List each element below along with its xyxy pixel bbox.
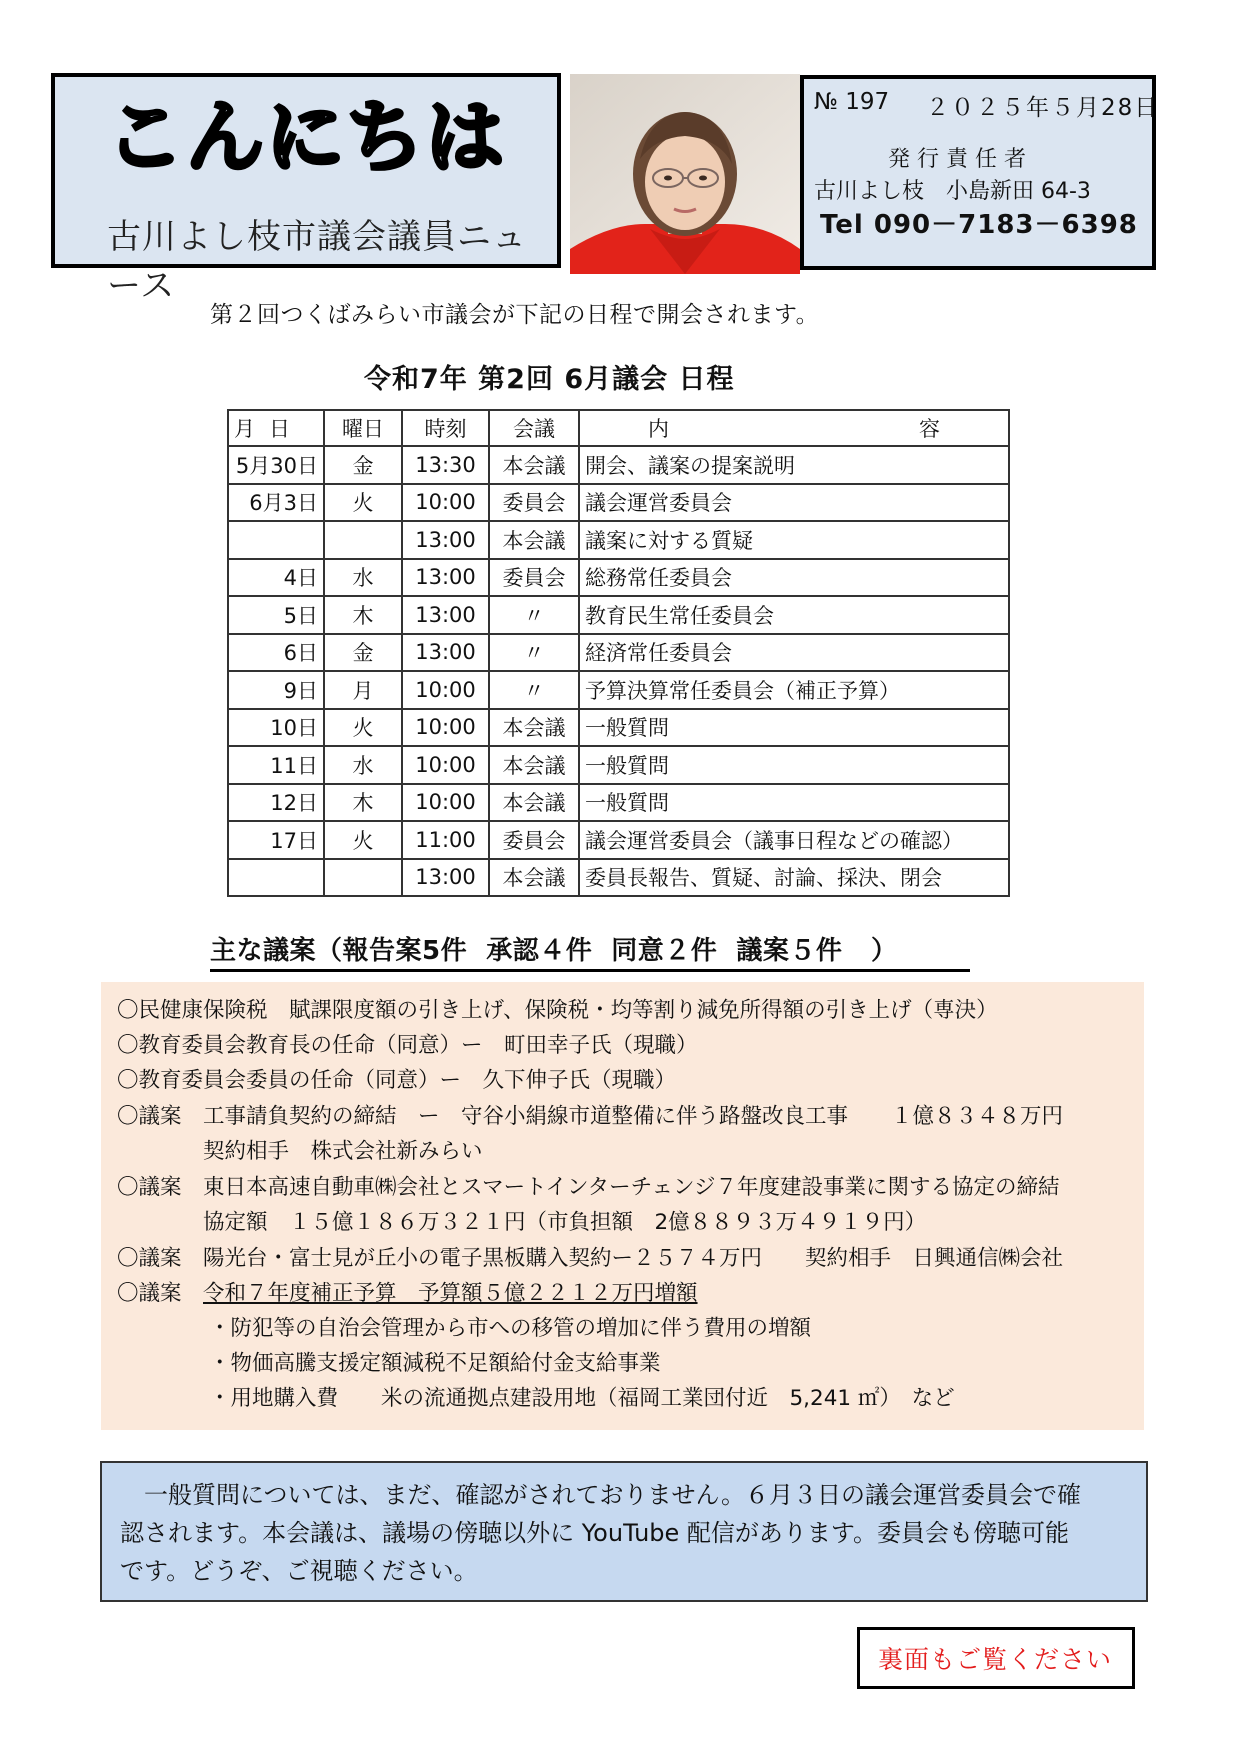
cell-time: 10:00 — [402, 484, 489, 522]
cell-date — [228, 859, 324, 897]
cell-meeting: 〃 — [489, 596, 579, 634]
bill-item: 〇議案 陽光台・富士見が丘小の電子黒板購入契約ー２５７４万円 契約相手 日興通信㈱会社 — [117, 1246, 1064, 1271]
cell-meeting: 本会議 — [489, 521, 579, 559]
cell-date: 6日 — [228, 634, 324, 672]
bill-budget-title: 令和７年度補正予算 予算額５億２２１２万円増額 — [203, 1281, 698, 1306]
cell-date: 5月30日 — [228, 446, 324, 484]
cell-time: 13:00 — [402, 859, 489, 897]
budget-subitem: ・物価高騰支援定額減税不足額給付金支給事業 — [209, 1351, 661, 1376]
table-row — [228, 484, 1009, 522]
cell-meeting: 〃 — [489, 634, 579, 672]
table-row — [228, 559, 1009, 597]
table-row — [228, 859, 1009, 897]
table-row — [228, 821, 1009, 859]
bill-item: 〇議案 工事請負契約の締結 ー 守谷小絹線市道整備に伴う路盤改良工事 １億８３４８万円 — [117, 1104, 1064, 1129]
cell-time: 10:00 — [402, 671, 489, 709]
cell-meeting: 本会議 — [489, 746, 579, 784]
cell-date: 12日 — [228, 784, 324, 822]
cell-content: 議会運営委員会 — [579, 484, 1009, 522]
publisher-label: 発 行 責 任 者 — [888, 147, 1026, 172]
schedule-header-row — [228, 410, 1009, 446]
cell-time: 11:00 — [402, 821, 489, 859]
cell-dow: 火 — [324, 709, 402, 747]
cell-time: 10:00 — [402, 709, 489, 747]
notice-box — [100, 1461, 1148, 1602]
cell-content: 議案に対する質疑 — [579, 521, 1009, 559]
cell-time: 10:00 — [402, 784, 489, 822]
cell-time: 13:00 — [402, 559, 489, 597]
cell-time: 10:00 — [402, 746, 489, 784]
cell-dow: 木 — [324, 784, 402, 822]
col-header-dow: 曜日 — [324, 410, 402, 446]
col-header-time: 時刻 — [402, 410, 489, 446]
cell-content: 議会運営委員会（議事日程などの確認） — [579, 821, 1009, 859]
bill-item: 〇議案 東日本高速自動車㈱会社とスマートインターチェンジ７年度建設事業に関する協定の締結 — [117, 1175, 1060, 1200]
table-row — [228, 709, 1009, 747]
cell-date: 4日 — [228, 559, 324, 597]
cell-meeting: 本会議 — [489, 446, 579, 484]
publisher-phone: Tel 090－7183－6398 — [820, 210, 1138, 240]
cell-meeting: 委員会 — [489, 484, 579, 522]
cell-date: 9日 — [228, 671, 324, 709]
cell-meeting: 本会議 — [489, 784, 579, 822]
budget-subitem: ・防犯等の自治会管理から市への移管の増加に伴う費用の増額 — [209, 1316, 812, 1341]
table-row — [228, 746, 1009, 784]
cell-dow: 火 — [324, 484, 402, 522]
cell-meeting: 本会議 — [489, 859, 579, 897]
notice-line: です。どうぞ、ご視聴ください。 — [120, 1557, 478, 1585]
cell-dow: 金 — [324, 446, 402, 484]
cell-content: 総務常任委員会 — [579, 559, 1009, 597]
cell-time: 13:30 — [402, 446, 489, 484]
table-row — [228, 671, 1009, 709]
publisher-name-address: 古川よし枝 小島新田 64-3 — [814, 179, 1091, 204]
issue-info-box — [800, 75, 1160, 270]
cell-meeting: 委員会 — [489, 559, 579, 597]
cell-time: 13:00 — [402, 521, 489, 559]
cell-content: 一般質問 — [579, 709, 1009, 747]
cell-meeting: 〃 — [489, 671, 579, 709]
councillor-photo — [570, 74, 800, 274]
newsletter-subtitle: 古川よし枝市議会議員ニュース — [107, 217, 527, 306]
budget-subitem: ・用地購入費 米の流通拠点建設用地（福岡工業団付近 5,241 ㎡） など — [209, 1386, 955, 1411]
main-bills-box — [101, 982, 1144, 1430]
cell-content: 一般質問 — [579, 784, 1009, 822]
cell-dow: 水 — [324, 559, 402, 597]
cell-content: 経済常任委員会 — [579, 634, 1009, 672]
main-bills-heading: 主な議案（報告案5件 承認４件 同意２件 議案５件 ） — [210, 930, 970, 972]
cell-date: 11日 — [228, 746, 324, 784]
cell-content: 教育民生常任委員会 — [579, 596, 1009, 634]
issue-date: ２０２５年５月28日 — [926, 95, 1160, 121]
bill-budget-prefix: 〇議案 — [117, 1281, 204, 1306]
bill-item-detail: 契約相手 株式会社新みらい — [117, 1139, 483, 1164]
cell-dow — [324, 521, 402, 559]
cell-date: 6月3日 — [228, 484, 324, 522]
cell-date: 17日 — [228, 821, 324, 859]
bill-item: 〇民健康保険税 賦課限度額の引き上げ、保険税・均等割り減免所得額の引き上げ（専決） — [117, 998, 998, 1023]
table-row — [228, 634, 1009, 672]
notice-line: 認されます。本会議は、議場の傍聴以外に YouTube 配信があります。委員会も傍聴可能 — [120, 1519, 1070, 1547]
cell-dow: 火 — [324, 821, 402, 859]
cell-date: 10日 — [228, 709, 324, 747]
cell-content: 委員長報告、質疑、討論、採決、閉会 — [579, 859, 1009, 897]
intro-text: 第２回つくばみらい市議会が下記の日程で開会されます。 — [210, 302, 820, 328]
cell-content: 予算決算常任委員会（補正予算） — [579, 671, 1009, 709]
bill-item: 〇教育委員会教育長の任命（同意）ー 町田幸子氏（現職） — [117, 1033, 698, 1058]
bill-item-detail: 協定額 １５億１８６万３２１円（市負担額 2億８８９３万４９１９円） — [117, 1210, 927, 1235]
schedule-table — [227, 409, 1010, 897]
portrait-image-icon — [570, 74, 800, 274]
bill-item-budget — [117, 1276, 698, 1307]
table-row — [228, 784, 1009, 822]
cell-content: 一般質問 — [579, 746, 1009, 784]
cell-dow: 木 — [324, 596, 402, 634]
newsletter-title-box — [51, 73, 561, 306]
col-header-content-right: 容 — [919, 417, 940, 441]
schedule-title: 令和7年 第2回 6月議会 日程 — [364, 364, 735, 395]
table-row — [228, 596, 1009, 634]
cell-date — [228, 521, 324, 559]
see-reverse-box — [857, 1627, 1135, 1689]
cell-meeting: 委員会 — [489, 821, 579, 859]
col-header-meeting: 会議 — [489, 410, 579, 446]
table-row — [228, 446, 1009, 484]
col-header-date: 月日 — [228, 410, 324, 446]
cell-dow: 金 — [324, 634, 402, 672]
table-row — [228, 521, 1009, 559]
cell-dow: 水 — [324, 746, 402, 784]
notice-line: 一般質問については、まだ、確認がされておりません。６月３日の議会運営委員会で確 — [120, 1481, 1081, 1509]
col-header-content-left: 内 — [648, 417, 669, 441]
cell-time: 13:00 — [402, 634, 489, 672]
see-reverse-text: 裏面もご覧ください — [878, 1645, 1113, 1674]
cell-dow — [324, 859, 402, 897]
cell-content: 開会、議案の提案説明 — [579, 446, 1009, 484]
cell-date: 5日 — [228, 596, 324, 634]
newsletter-title: こんにちは — [105, 93, 506, 183]
col-header-content — [579, 410, 1009, 446]
cell-dow: 月 — [324, 671, 402, 709]
cell-time: 13:00 — [402, 596, 489, 634]
cell-meeting: 本会議 — [489, 709, 579, 747]
issue-number: № 197 — [814, 89, 890, 115]
bill-item: 〇教育委員会委員の任命（同意）ー 久下伸子氏（現職） — [117, 1068, 677, 1093]
